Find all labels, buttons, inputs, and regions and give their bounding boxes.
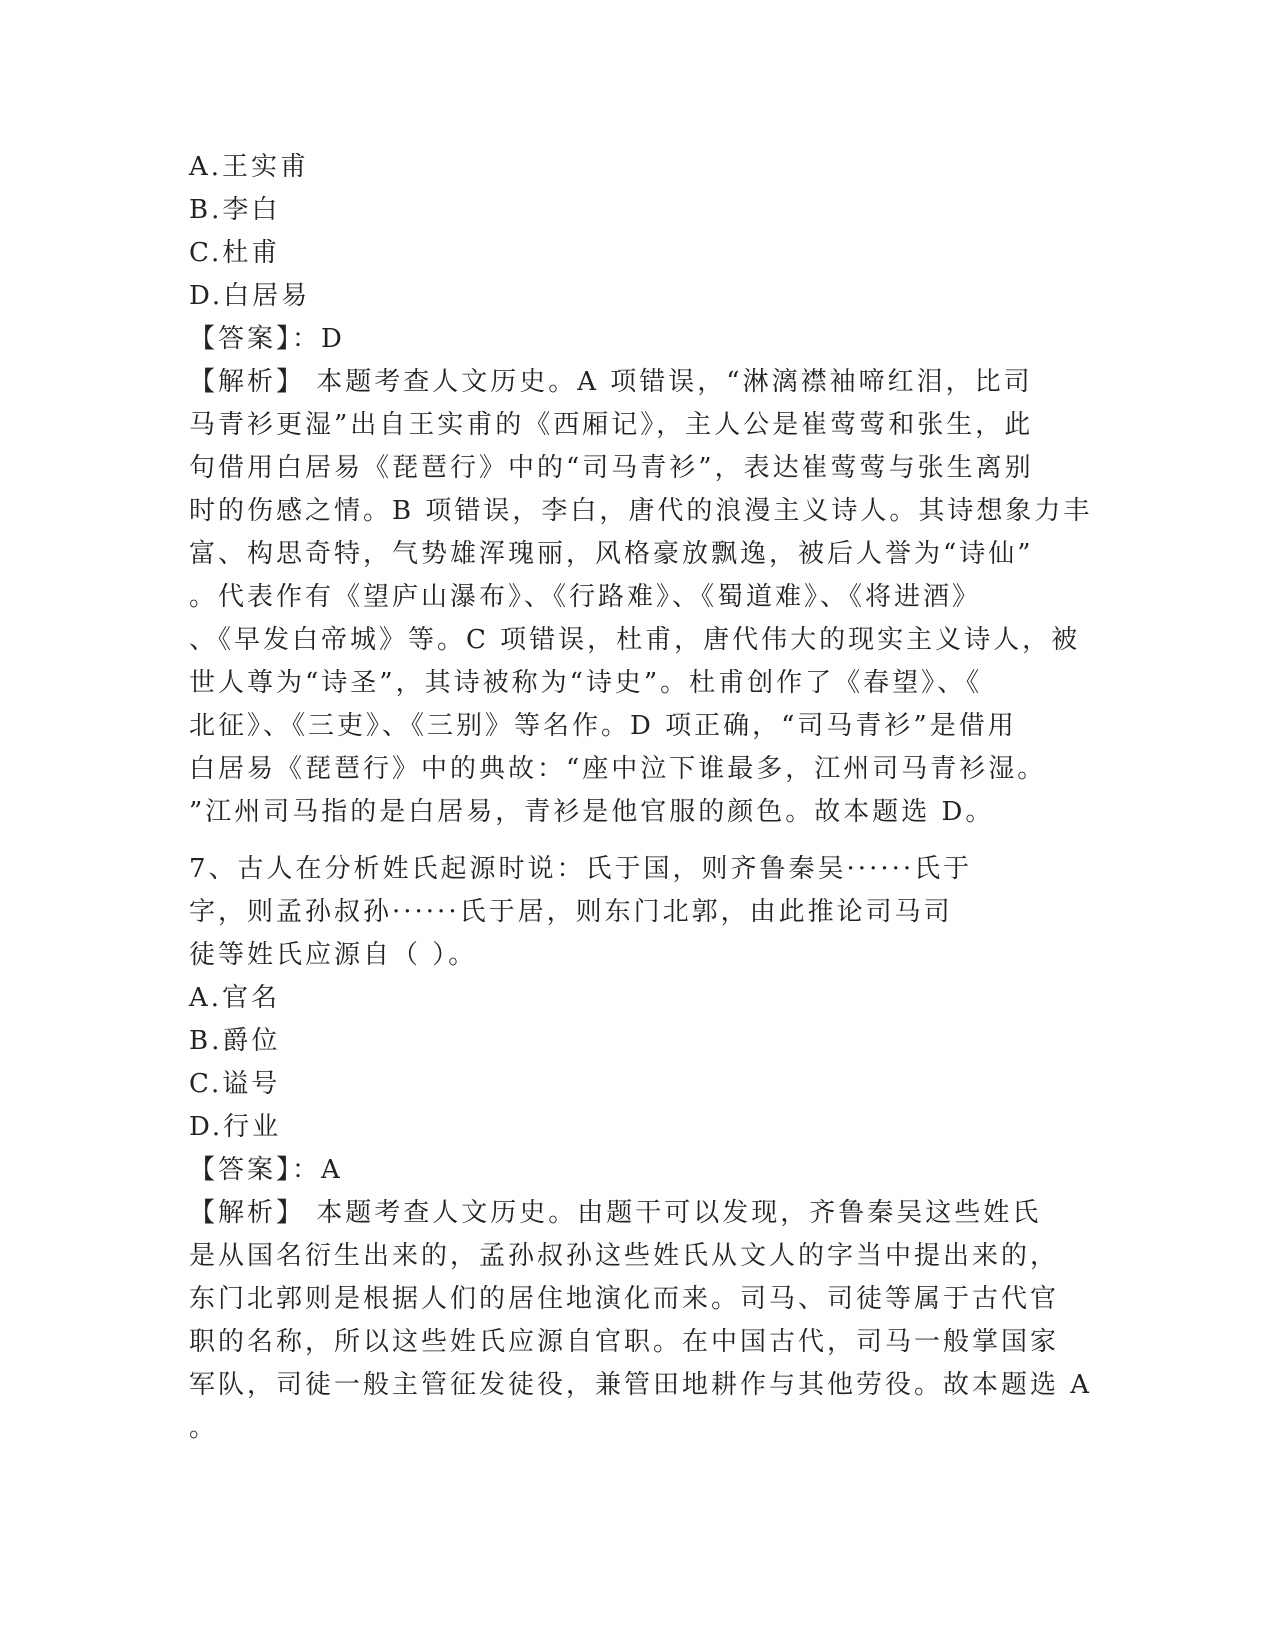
q6-options bbox=[189, 146, 1089, 318]
q6-analysis-line: 【解析】 本题考查人文历史。A 项错误，“淋漓襟袖啼红泪，比司 bbox=[189, 367, 1033, 397]
q7-question-line: 字，则孟孙叔孙······氏于居，则东门北郭，由此推论司马司 bbox=[189, 897, 953, 927]
q7-option-a: A.官名 bbox=[189, 983, 281, 1013]
q7-question bbox=[189, 848, 1089, 977]
q6-analysis-line: ”江州司马指的是白居易，青衫是他官服的颜色。故本题选 D。 bbox=[189, 797, 995, 827]
q7-analysis-line: 职的名称，所以这些姓氏应源自官职。在中国古代，司马一般掌国家 bbox=[189, 1327, 1060, 1357]
q6-analysis-line: 句借用白居易《琵琶行》中的“司马青衫”，表达崔莺莺与张生离别 bbox=[189, 453, 1034, 483]
q7-option-c: C.谥号 bbox=[189, 1069, 281, 1099]
q7-analysis-line: 东门北郭则是根据人们的居住地演化而来。司马、司徒等属于古代官 bbox=[189, 1284, 1060, 1314]
q7-block bbox=[189, 848, 1093, 1450]
paragraph-gap bbox=[189, 834, 1089, 848]
q6-option-c: C.杜甫 bbox=[189, 238, 281, 268]
q7-analysis bbox=[189, 1192, 1093, 1450]
q6-analysis-line: 时的伤感之情。B 项错误，李白，唐代的浪漫主义诗人。其诗想象力丰 bbox=[189, 496, 1093, 526]
document-content bbox=[189, 146, 1093, 1450]
q6-option-a: A.王实甫 bbox=[189, 152, 310, 182]
q6-analysis-line: 世人尊为“诗圣”，其诗被称为“诗史”。杜甫创作了《春望》、《 bbox=[189, 668, 983, 698]
q6-analysis-line: 富、构思奇特，气势雄浑瑰丽，风格豪放飘逸，被后人誉为“诗仙” bbox=[189, 539, 1034, 569]
q7-question-line: 徒等姓氏应源自（ ）。 bbox=[189, 940, 478, 970]
q7-option-b: B.爵位 bbox=[189, 1026, 281, 1056]
q6-analysis-line: 北征》、《三吏》、《三别》等名作。D 项正确，“司马青衫”是借用 bbox=[189, 711, 1017, 741]
q6-option-b: B.李白 bbox=[189, 195, 281, 225]
q7-analysis-line: 是从国名衍生出来的，孟孙叔孙这些姓氏从文人的字当中提出来的， bbox=[189, 1241, 1060, 1271]
q6-answer: 【答案】：D bbox=[189, 324, 345, 354]
q7-analysis-line: 。 bbox=[189, 1413, 219, 1443]
q6-analysis-line: 。代表作有《望庐山瀑布》、《行路难》、《蜀道难》、《将进酒》 bbox=[189, 582, 982, 612]
q6-analysis-line: 、《早发白帝城》等。C 项错误，杜甫，唐代伟大的现实主义诗人，被 bbox=[189, 625, 1081, 655]
q7-question-line: 7、古人在分析姓氏起源时说：氏于国，则齐鲁秦吴······氏于 bbox=[189, 854, 973, 884]
q7-options bbox=[189, 977, 1089, 1149]
q7-analysis-line: 【解析】 本题考查人文历史。由题干可以发现，齐鲁秦吴这些姓氏 bbox=[189, 1198, 1042, 1228]
q7-analysis-line: 军队，司徒一般主管征发徒役，兼管田地耕作与其他劳役。故本题选 A bbox=[189, 1370, 1093, 1400]
q7-option-d: D.行业 bbox=[189, 1112, 282, 1142]
q6-analysis-line: 白居易《琵琶行》中的典故：“座中泣下谁最多，江州司马青衫湿。 bbox=[189, 754, 1047, 784]
q6-analysis-line: 马青衫更湿”出自王实甫的《西厢记》，主人公是崔莺莺和张生，此 bbox=[189, 410, 1034, 440]
q6-option-d: D.白居易 bbox=[189, 281, 311, 311]
q6-analysis bbox=[189, 361, 1093, 834]
q7-answer: 【答案】：A bbox=[189, 1155, 343, 1185]
